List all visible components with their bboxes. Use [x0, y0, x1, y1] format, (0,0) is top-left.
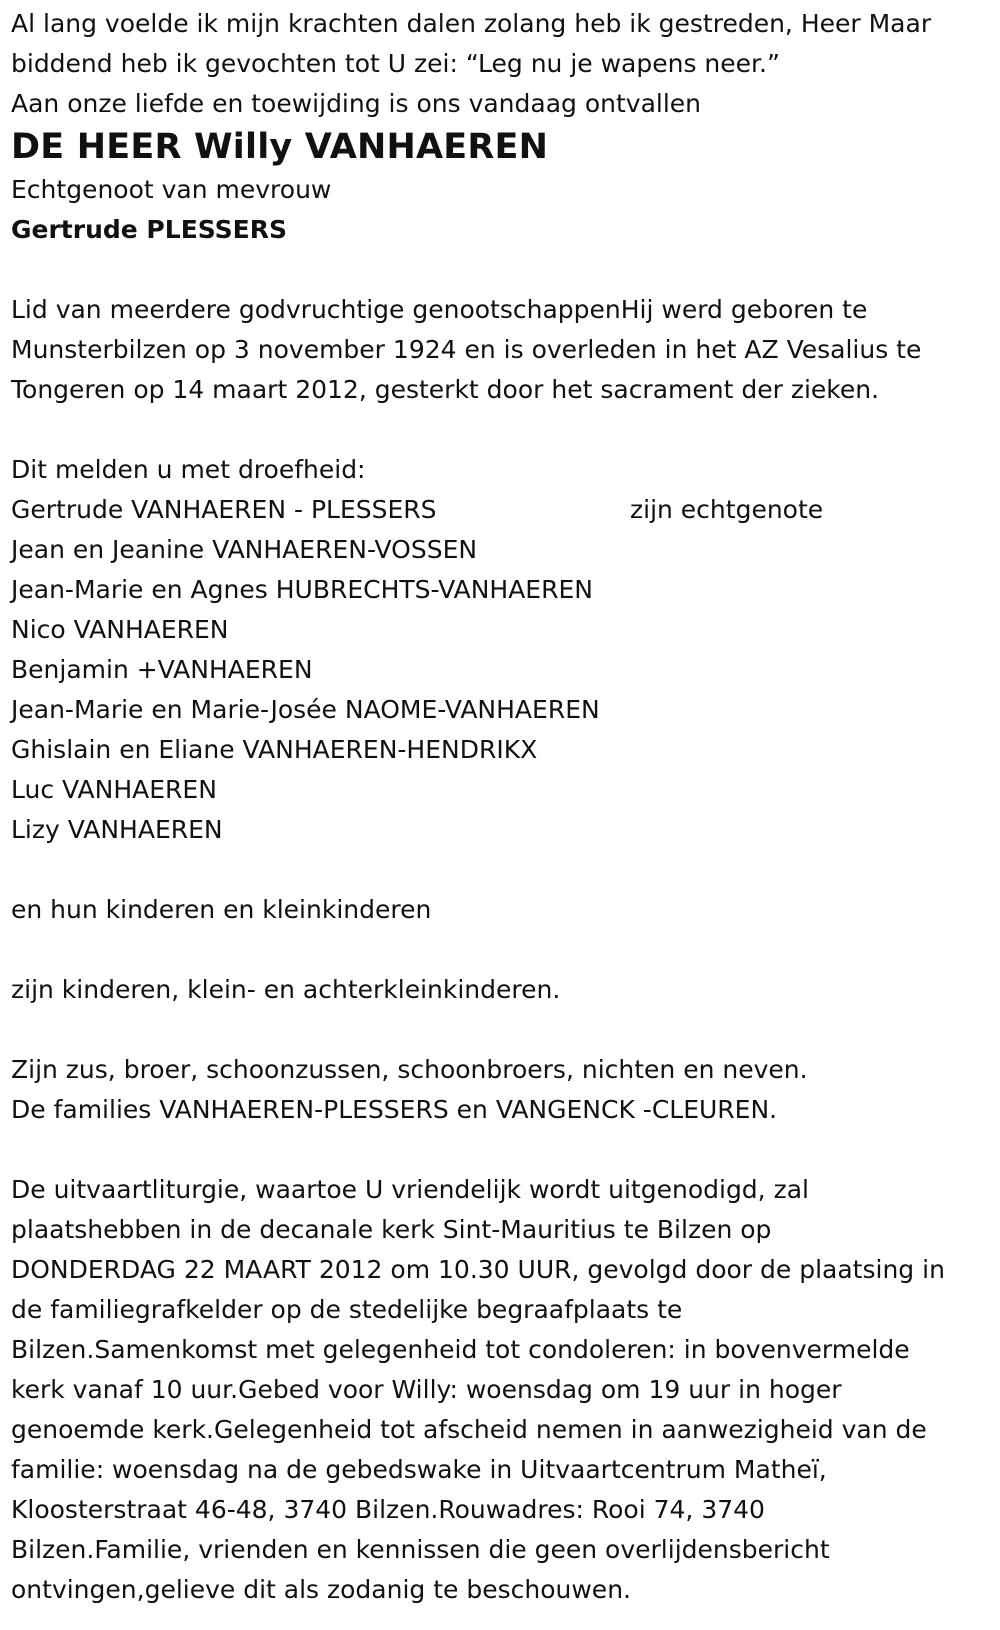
funeral-line: Bilzen.Samenkomst met gelegenheid tot condoleren: in bovenvermelde [11, 1335, 910, 1364]
mourner-name: Luc VANHAEREN [11, 775, 217, 804]
funeral-line: familie: woensdag na de gebedswake in Uitvaartcentrum Matheï, [11, 1455, 827, 1484]
grandchildren-line: en hun kinderen en kleinkinderen [11, 895, 432, 924]
mourners-list [11, 490, 991, 850]
spacer [11, 1130, 991, 1170]
mourner-row [11, 730, 991, 770]
funeral-line: plaatshebben in de decanale kerk Sint-Mauritius te Bilzen op [11, 1215, 772, 1244]
family-line: Zijn zus, broer, schoonzussen, schoonbroers, nichten en neven. [11, 1055, 808, 1084]
mourners-intro: Dit melden u met droefheid: [11, 455, 366, 484]
funeral-line: DONDERDAG 22 MAART 2012 om 10.30 UUR, gevolgd door de plaatsing in [11, 1255, 945, 1284]
funeral-line: Bilzen.Familie, vrienden en kennissen die geen overlijdensbericht [11, 1535, 830, 1564]
mourner-name: Ghislain en Eliane VANHAEREN-HENDRIKX [11, 735, 538, 764]
mourner-name: Nico VANHAEREN [11, 615, 229, 644]
mourner-name: Lizy VANHAEREN [11, 815, 223, 844]
funeral-line: de familiegrafkelder op de stedelijke begraafplaats te [11, 1295, 683, 1324]
mourner-row [11, 610, 991, 650]
spouse-intro: Echtgenoot van mevrouw [11, 175, 332, 204]
spacer [11, 850, 991, 890]
funeral-details [11, 1170, 991, 1610]
spacer [11, 250, 991, 290]
mourner-name: Jean-Marie en Marie-Josée NAOME-VANHAEREN [11, 695, 600, 724]
spacer [11, 930, 991, 970]
mourner-row [11, 490, 991, 530]
poem-line: Al lang voelde ik mijn krachten dalen zolang heb ik gestreden, Heer Maar [11, 9, 932, 38]
funeral-line: kerk vanaf 10 uur.Gebed voor Willy: woensdag om 19 uur in hoger [11, 1375, 842, 1404]
descendants-line: zijn kinderen, klein- en achterkleinkinderen. [11, 975, 561, 1004]
funeral-line: genoemde kerk.Gelegenheid tot afscheid nemen in aanwezigheid van de [11, 1415, 927, 1444]
mourner-row [11, 690, 991, 730]
poem [11, 4, 991, 84]
mourner-row [11, 810, 991, 850]
poem-line: biddend heb ik gevochten tot U zei: “Leg nu je wapens neer.” [11, 49, 780, 78]
mourner-name: Gertrude VANHAEREN - PLESSERS [11, 495, 437, 524]
spacer [11, 410, 991, 450]
family-line: De families VANHAEREN-PLESSERS en VANGENCK -CLEUREN. [11, 1095, 778, 1124]
mourner-name: Jean en Jeanine VANHAEREN-VOSSEN [11, 535, 478, 564]
mourner-row [11, 570, 991, 610]
mourner-name: Jean-Marie en Agnes HUBRECHTS-VANHAEREN [11, 575, 593, 604]
biography-line: Munsterbilzen op 3 november 1924 en is overleden in het AZ Vesalius te [11, 335, 922, 364]
mourner-row [11, 530, 991, 570]
spacer [11, 1010, 991, 1050]
intro-text: Aan onze liefde en toewijding is ons vandaag ontvallen [11, 89, 702, 118]
deceased-name: DE HEER Willy VANHAEREN [11, 127, 549, 167]
biography-line: Tongeren op 14 maart 2012, gesterkt door het sacrament der zieken. [11, 375, 880, 404]
mourner-name: Benjamin +VANHAEREN [11, 655, 313, 684]
funeral-line: De uitvaartliturgie, waartoe U vriendelijk wordt uitgenodigd, zal [11, 1175, 809, 1204]
mourner-relation: zijn echtgenote [630, 495, 824, 524]
funeral-line: Kloosterstraat 46-48, 3740 Bilzen.Rouwadres: Rooi 74, 3740 [11, 1495, 765, 1524]
mourner-row [11, 770, 991, 810]
biography-line: Lid van meerdere godvruchtige genootschappenHij werd geboren te [11, 295, 868, 324]
family-lines [11, 1050, 991, 1130]
mourner-row [11, 650, 991, 690]
spouse-name: Gertrude PLESSERS [11, 215, 287, 244]
funeral-line: ontvingen,gelieve dit als zodanig te beschouwen. [11, 1575, 631, 1604]
biography [11, 290, 991, 410]
obituary-notice [11, 4, 991, 1610]
